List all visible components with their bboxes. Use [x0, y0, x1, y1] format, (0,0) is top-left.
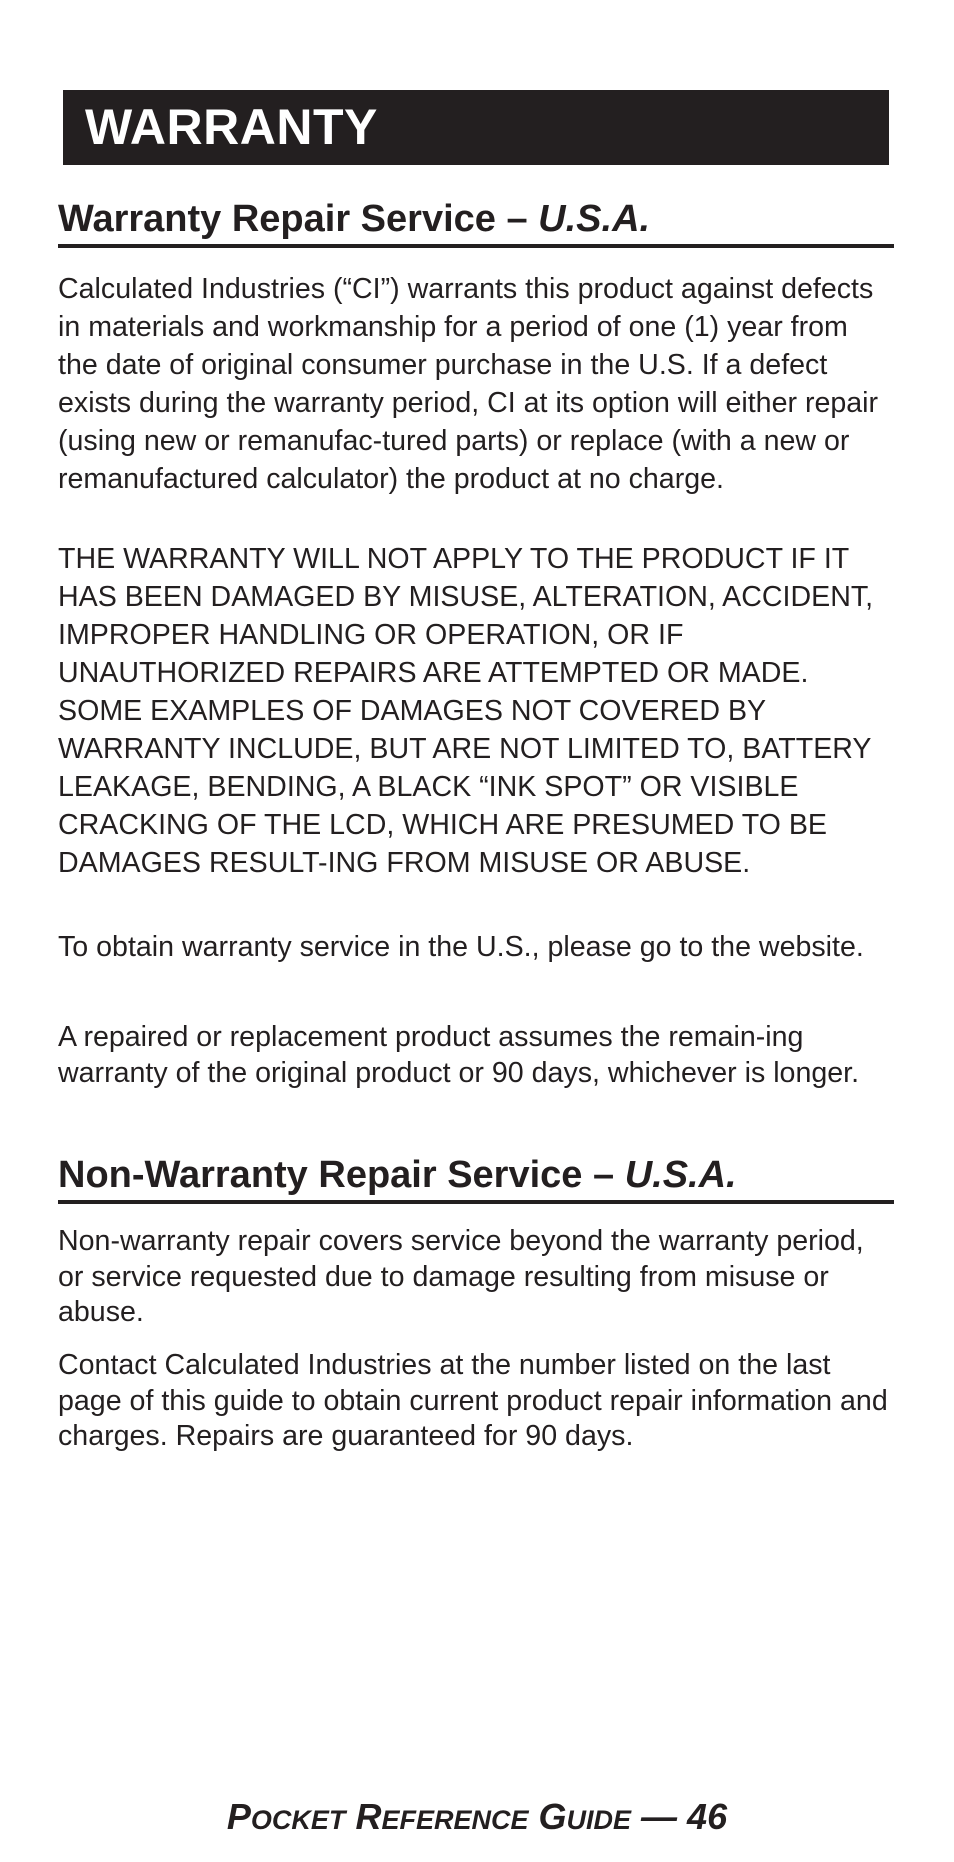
heading-text: Warranty Repair Service –: [58, 198, 539, 240]
nonwarranty-paragraph-1-block: [58, 1224, 894, 1331]
nonwarranty-paragraph-2: Contact Calculated Industries at the number listed on the last page of this guide to obtain current product repair information and charges. Repairs are guaranteed for 90 days.: [58, 1349, 888, 1452]
footer-p-rest: OCKET: [250, 1805, 346, 1835]
banner-title: WARRANTY: [85, 99, 378, 155]
warranty-repair-section: [58, 196, 894, 248]
page-number: 46: [687, 1796, 728, 1837]
warranty-repair-heading: [58, 196, 894, 248]
replacement-paragraph: A repaired or replacement product assumes the remain-ing warranty of the original product or 90 days, whichever is longer.: [58, 1021, 860, 1089]
footer-separator: —: [641, 1796, 678, 1837]
warranty-exclusions-paragraph: THE WARRANTY WILL NOT APPLY TO THE PRODUCT IF IT HAS BEEN DAMAGED BY MISUSE, ALTERATION, ACCIDENT, IMPROPER HANDLING OR OPERATION, OR IF UNAUTHORIZED REPAIRS ARE ATTEMPTED OR MADE. SOME EXAMPLES OF DAMAGES NOT COVERED BY WARRANTY INCLUDE, BUT ARE NOT LIMITED TO, BATTERY LEAKAGE, BENDING, A BLACK “INK SPOT” OR VISIBLE CRACKING OF THE LCD, WHICH ARE PRESUMED TO BE DAMAGES RESULT-ING FROM MISUSE OR ABUSE.: [58, 543, 874, 879]
warranty-paragraph-1: Calculated Industries (“CI”) warrants this product against defects in materials and workmanship for a period of one (1) year from the date of original consumer purchase in the U.S. If a defect exists during the warranty period, CI at its option will either repair (using new or remanufac-tured parts) or replace (with a new or remanufactured calculator) the product at no charge.: [58, 273, 879, 495]
footer-p-initial: P: [226, 1796, 251, 1837]
footer-r-rest: EFERENCE: [381, 1805, 529, 1835]
nonwarranty-paragraph-2-block: [58, 1348, 894, 1455]
footer-r-initial: R: [355, 1796, 382, 1837]
footer-g-rest: UIDE: [566, 1805, 632, 1835]
page-footer: [0, 1795, 954, 1842]
section-banner: [63, 90, 889, 165]
warranty-service-paragraph: To obtain warranty service in the U.S., please go to the website.: [58, 931, 864, 963]
warranty-paragraph-2-block: [58, 540, 894, 882]
heading-region: U.S.A.: [538, 198, 651, 240]
warranty-paragraph-1-block: [58, 270, 894, 498]
heading-text: Non-Warranty Repair Service –: [58, 1154, 625, 1196]
nonwarranty-paragraph-1: Non-warranty repair covers service beyond the warranty period, or service requested due to damage resulting from misuse or abuse.: [58, 1225, 864, 1328]
warranty-paragraph-3-block: [58, 930, 894, 966]
warranty-paragraph-4-block: [58, 1020, 894, 1091]
heading-region: U.S.A.: [624, 1154, 737, 1196]
nonwarranty-repair-heading: [58, 1152, 894, 1204]
footer-g-initial: G: [538, 1796, 567, 1837]
nonwarranty-repair-section: [58, 1152, 894, 1204]
